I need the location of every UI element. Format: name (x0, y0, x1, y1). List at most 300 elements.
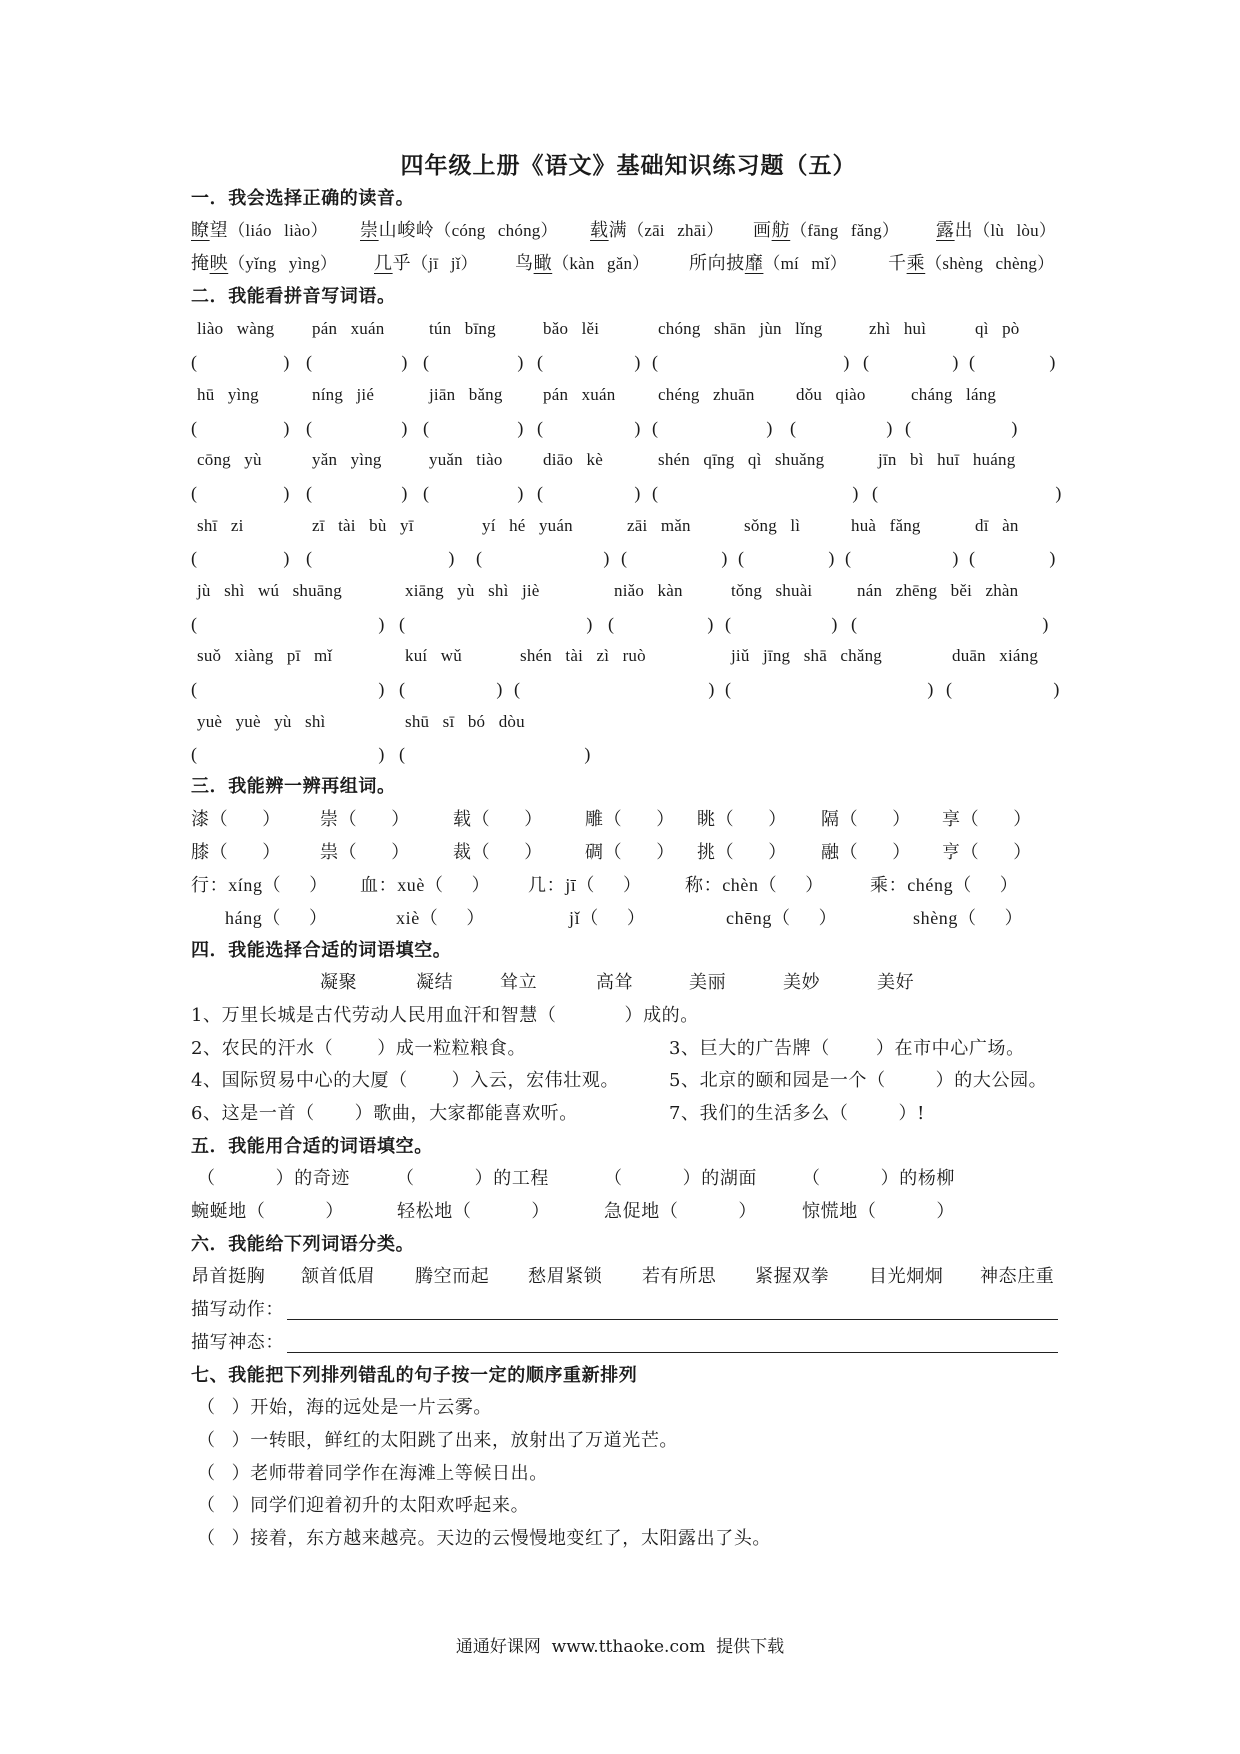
answer-blank (734, 848, 768, 858)
pronunciation-item (191, 248, 337, 281)
blank-open-paren: （ (715, 841, 735, 863)
blank-close-paren: ） (880, 1168, 900, 1190)
answer-blank (216, 1174, 276, 1184)
classification-word: 神态庄重 (980, 1266, 1055, 1288)
answer-blank (315, 1109, 355, 1119)
word-building-item (320, 837, 410, 870)
answer-blank (969, 346, 1056, 379)
blank-open-paren: ( (845, 548, 852, 569)
blank-open-paren: （ (197, 1168, 216, 1190)
answer-blank (791, 914, 819, 924)
word-building-item (320, 804, 410, 837)
answer-blank (191, 608, 385, 641)
sentence-row (191, 1098, 1066, 1131)
word-building-item (942, 837, 1032, 870)
pinyin-prompt: pán xuán (312, 319, 385, 339)
blank-close-paren: ） (524, 841, 543, 863)
sentence-start: 2、农民的汗水 (191, 1037, 315, 1059)
answer-blank (652, 346, 850, 379)
answer-blank (851, 608, 1049, 641)
blank-open-paren: ( (191, 679, 198, 700)
sentence-text: 同学们迎着初升的太阳欢呼起来。 (250, 1495, 530, 1517)
word-group (423, 444, 524, 509)
answer-blank (905, 412, 1018, 445)
word-building-item (726, 902, 837, 936)
phrase-text: 蜿蜒地 (191, 1201, 247, 1223)
section-6-heading: 六．我能给下列词语分类。 (191, 1233, 415, 1255)
character-label: 崇 (320, 808, 339, 830)
blank-close-paren: ) (952, 548, 959, 569)
section-5-heading: 五．我能用合适的词语填空。 (191, 1135, 433, 1157)
character-label: 几：jī (528, 875, 577, 896)
ordering-item (197, 1458, 548, 1491)
blank-close-paren: ） (818, 907, 838, 929)
classification-word: 昂首挺胸 (191, 1266, 266, 1288)
blank-close-paren: ） (805, 875, 824, 897)
fill-in-sentence (669, 1065, 1047, 1098)
pinyin-prompt: cháng láng (911, 384, 997, 404)
character-label: 血：xuè (360, 875, 425, 896)
blank-open-paren: ( (608, 613, 615, 634)
phrase-item (191, 1196, 344, 1229)
answer-blank (845, 542, 959, 575)
blank-open-paren: ( (652, 417, 659, 438)
word-prefix: 所向披 (689, 253, 745, 275)
answer-blank (972, 881, 1000, 891)
answer-blank (556, 1011, 624, 1021)
action-category-row (191, 1294, 1066, 1327)
pinyin-row (191, 379, 1066, 444)
pronunciation-row (191, 248, 1066, 281)
word-building-item (396, 902, 485, 936)
pronunciation-item (515, 248, 649, 281)
blank-close-paren: ) (517, 352, 524, 373)
answer-blank (423, 412, 524, 445)
answer-blank (863, 346, 959, 379)
blank-close-paren: ） (391, 841, 410, 863)
word-bank-option: 美丽 (689, 972, 727, 994)
pinyin-options: （zāi zhāi） (627, 221, 724, 241)
pinyin-prompt: nán zhēng běi zhàn (857, 581, 1019, 600)
sentence-start: 5、北京的颐和园是一个 (669, 1070, 868, 1092)
sentence-start: 3、巨大的广告牌 (669, 1037, 812, 1059)
sentence-end: ! (917, 1103, 925, 1125)
category-label-action: 描写动作： (191, 1299, 284, 1321)
sentence-row (191, 1033, 1066, 1066)
blank-close-paren: ) (634, 482, 641, 503)
target-character: 乘 (906, 253, 926, 275)
word-building-item (191, 837, 281, 870)
blank-open-paren: ( (306, 352, 313, 373)
word-group (790, 379, 893, 444)
blank-open-paren: （ (839, 808, 859, 830)
blank-open-paren: ( (905, 417, 912, 438)
blank-close-paren: ) (283, 417, 290, 438)
word-suffix: 山峻岭 (378, 220, 435, 242)
word-suffix: 出 (954, 220, 974, 242)
word-bank-option: 美好 (877, 972, 915, 994)
blank-close-paren: ) (886, 417, 893, 438)
word-group (652, 379, 773, 444)
answer-blank (725, 608, 838, 641)
blank-close-paren: ） (936, 1201, 956, 1223)
pronunciation-item (191, 215, 328, 248)
blank-open-paren: （ (338, 808, 358, 830)
word-building-row (191, 804, 1066, 837)
blank-open-paren: （ (960, 808, 980, 830)
phrase-text: 惊慌地 (802, 1201, 858, 1223)
answer-blank (537, 477, 641, 510)
ordering-sentence (191, 1392, 1066, 1425)
pinyin-options: （fāng fǎng） (790, 221, 900, 241)
section-3-heading: 三．我能辨一辨再组词。 (191, 776, 396, 798)
answer-blank (490, 815, 524, 825)
fill-in-sentence (191, 1033, 526, 1066)
pinyin-prompt: suǒ xiàng pī mǐ (197, 646, 333, 666)
blank-open-paren: （ (197, 1495, 216, 1517)
pinyin-options: （jī jǐ） (411, 254, 478, 274)
ordering-item (197, 1523, 771, 1556)
character-label: 眺 (697, 808, 716, 830)
blank-close-paren: ） (391, 808, 410, 830)
phrase-item (197, 1163, 350, 1196)
answer-blank (595, 881, 623, 891)
blank-close-paren: ） (892, 808, 911, 830)
answer-blank (265, 1207, 325, 1217)
classification-word: 若有所思 (642, 1266, 717, 1288)
pinyin-prompt: bǎo lěi (543, 319, 600, 339)
sentence-end: 的大公园。 (954, 1070, 1048, 1092)
ordering-sentence (191, 1490, 1066, 1523)
character-label: chēng (726, 907, 772, 928)
pinyin-prompt: yǎn yìng (312, 450, 382, 470)
blank-open-paren: （ (758, 875, 778, 897)
blank-close-paren: ) (517, 482, 524, 503)
pinyin-prompt: cōng yù (197, 450, 262, 470)
answer-blank (514, 673, 715, 706)
word-bank-option: 凝结 (416, 972, 454, 994)
blank-close-paren: ） (892, 841, 911, 863)
blank-open-paren: ( (969, 352, 976, 373)
sentence-row (191, 1065, 1066, 1098)
blank-open-paren: （ (452, 1201, 472, 1223)
word-building-item (191, 869, 328, 903)
pinyin-prompt: sǒng lì (744, 515, 801, 535)
blank-open-paren: （ (576, 875, 596, 897)
answer-blank (790, 412, 893, 445)
sentence-end: 歌曲，大家都能喜欢听。 (373, 1103, 578, 1125)
answer-blank (423, 477, 524, 510)
pinyin-prompt: zāi mǎn (627, 515, 691, 535)
blank-open-paren: ( (191, 548, 198, 569)
character-label: háng (225, 907, 263, 928)
character-label: 乘：chéng (870, 875, 954, 896)
answer-blank (734, 815, 768, 825)
pronunciation-item (753, 215, 899, 248)
answer-blank (357, 848, 391, 858)
ordering-sentence (191, 1523, 1066, 1556)
answer-blank (623, 1174, 683, 1184)
sentence-ordering-list (191, 1392, 1066, 1555)
word-building-item (870, 869, 1018, 903)
pinyin-options: （lù lòu） (973, 221, 1057, 241)
answer-blank (216, 1501, 232, 1511)
blank-close-paren: ） (474, 1168, 494, 1190)
worksheet-title: 四年级上册《语文》基础知识练习题（五） (400, 152, 857, 179)
word-building-item (697, 837, 787, 870)
word-prefix: 掩 (191, 253, 210, 275)
blank-close-paren: ) (1053, 679, 1060, 700)
blank-close-paren: ） (309, 907, 328, 929)
blank-open-paren: ( (306, 548, 313, 569)
answer-blank (333, 1044, 377, 1054)
blank-open-paren: （ (659, 1201, 679, 1223)
blank-close-paren: ） (309, 875, 328, 897)
answer-blank (415, 1174, 475, 1184)
word-building-item (821, 804, 911, 837)
target-character: 载 (590, 220, 609, 242)
character-label: 称：chèn (685, 875, 759, 896)
answer-blank (777, 881, 805, 891)
blank-open-paren: （ (396, 1168, 415, 1190)
blank-open-paren: ( (652, 482, 659, 503)
answer-blank (886, 1076, 936, 1086)
section-2-heading: 二．我能看拼音写词语。 (191, 285, 396, 307)
blank-open-paren: ( (790, 417, 797, 438)
word-group (191, 640, 385, 705)
blank-open-paren: （ (209, 808, 229, 830)
word-building-row (191, 837, 1066, 870)
ordering-item (197, 1392, 492, 1425)
blank-close-paren: ） (231, 1527, 251, 1549)
blank-open-paren: （ (389, 1070, 408, 1092)
fill-in-sentence (191, 1065, 619, 1098)
blank-close-paren: ) (283, 482, 290, 503)
blank-open-paren: ( (946, 679, 953, 700)
word-building-item (697, 804, 787, 837)
blank-close-paren: ） (623, 875, 642, 897)
blank-close-paren: ) (1055, 482, 1062, 503)
blank-close-paren: ） (656, 808, 675, 830)
phrase-item (604, 1163, 757, 1196)
blank-open-paren: ( (191, 352, 198, 373)
blank-open-paren: （ (580, 907, 599, 929)
pinyin-options: （mí mǐ） (763, 254, 847, 274)
pinyin-prompt: dǒu qiào (796, 384, 866, 404)
blank-close-paren: ) (378, 679, 385, 700)
blank-close-paren: ） (999, 875, 1019, 897)
word-group (905, 379, 1018, 444)
blank-open-paren: （ (419, 907, 439, 929)
word-prefix: 画 (753, 220, 772, 242)
target-character: 舫 (771, 220, 791, 242)
word-group (969, 510, 1056, 575)
target-character: 几 (374, 253, 393, 275)
word-suffix: 乎 (392, 253, 412, 275)
answer-blank (599, 914, 627, 924)
word-group (399, 706, 591, 771)
answer-blank (622, 848, 656, 858)
blank-open-paren: ( (725, 679, 732, 700)
word-building-item (453, 837, 543, 870)
blank-close-paren: ) (283, 352, 290, 373)
blank-open-paren: （ (603, 808, 623, 830)
pinyin-prompt: shén tài zì ruò (520, 646, 646, 666)
pinyin-prompt: diāo kè (543, 450, 603, 470)
ordering-item (197, 1490, 529, 1523)
word-group (608, 575, 714, 640)
word-suffix: 满 (608, 220, 628, 242)
word-prefix: 鸟 (515, 253, 534, 275)
sentence-start: 6、这是一首 (191, 1103, 297, 1125)
pronunciation-item (689, 248, 847, 281)
blank-open-paren: ( (652, 352, 659, 373)
word-bank-option: 美妙 (783, 972, 821, 994)
pinyin-prompt: tún bīng (429, 319, 496, 339)
word-building-item (453, 804, 543, 837)
pinyin-options: （liáo liào） (228, 221, 328, 241)
answer-blank (216, 1534, 232, 1544)
blank-open-paren: ( (191, 744, 198, 765)
blank-close-paren: ) (952, 352, 959, 373)
blank-open-paren: ( (399, 679, 406, 700)
pronunciation-item (590, 215, 724, 248)
sentence-end: 成一粒粒粮食。 (395, 1037, 527, 1059)
pinyin-prompt: shén qīng qì shuǎng (658, 450, 825, 470)
worksheet-content (191, 150, 1066, 1556)
blank-close-paren: ） (471, 875, 491, 897)
blank-open-paren: （ (197, 1429, 216, 1451)
phrase-row (191, 1163, 1066, 1196)
fill-in-sentences (191, 1000, 1066, 1131)
answer-blank (471, 1207, 531, 1217)
blank-close-paren: ） (531, 1201, 551, 1223)
character-label: 裁 (453, 841, 472, 863)
blank-open-paren: ( (725, 613, 732, 634)
phrase-text: 的湖面 (701, 1168, 758, 1190)
answer-blank (399, 738, 591, 771)
answer-blank (821, 1174, 881, 1184)
blank-close-paren: ) (584, 744, 591, 765)
character-label: shèng (913, 907, 958, 928)
blank-open-paren: （ (802, 1168, 821, 1190)
word-building-item (528, 869, 642, 903)
pinyin-prompt: jiǔ jīng shā chǎng (731, 646, 882, 666)
character-label: 融 (821, 841, 840, 863)
blank-open-paren: （ (197, 1397, 216, 1419)
answer-blank (652, 412, 773, 445)
blank-close-paren: ） (354, 1103, 374, 1125)
answer-line (287, 1352, 1058, 1353)
blank-close-paren: ) (603, 548, 610, 569)
phrase-text: 急促地 (604, 1201, 660, 1223)
phrase-item (397, 1196, 550, 1229)
answer-blank (357, 815, 391, 825)
blank-open-paren: （ (960, 841, 980, 863)
word-bank-option: 高耸 (596, 972, 634, 994)
blank-open-paren: ( (423, 417, 430, 438)
answer-blank (678, 1207, 738, 1217)
word-group (476, 510, 610, 575)
word-group (514, 640, 715, 705)
pinyin-options: （cóng chóng） (434, 221, 558, 241)
word-group (306, 510, 455, 575)
word-group (423, 379, 524, 444)
answer-blank (306, 346, 408, 379)
answer-blank (191, 738, 385, 771)
section-7-heading: 七、我能把下列排列错乱的句子按一定的顺序重新排列 (191, 1364, 638, 1386)
blank-close-paren: ) (1042, 613, 1049, 634)
word-group (191, 510, 290, 575)
blank-close-paren: ) (828, 548, 835, 569)
classification-word: 腾空而起 (415, 1266, 490, 1288)
answer-blank (608, 608, 714, 641)
blank-open-paren: （ (867, 1070, 886, 1092)
blank-open-paren: ( (738, 548, 745, 569)
word-bank-option: 耸立 (500, 972, 538, 994)
sentence-text: 一转眼，鲜红的太阳跳了出来，放射出了万道光芒。 (250, 1429, 679, 1451)
blank-close-paren: ) (517, 417, 524, 438)
pinyin-prompt: zī tài bù yī (312, 515, 414, 535)
phrase-item (396, 1163, 549, 1196)
answer-blank (408, 1076, 452, 1086)
fill-in-sentence (191, 1000, 699, 1033)
blank-close-paren: ) (586, 613, 593, 634)
word-group (969, 313, 1056, 378)
answer-blank (191, 542, 290, 575)
word-building-item (585, 837, 675, 870)
blank-open-paren: ( (621, 548, 628, 569)
blank-close-paren: ） (466, 907, 486, 929)
word-group (851, 575, 1049, 640)
answer-blank (621, 542, 728, 575)
blank-open-paren: ( (399, 613, 406, 634)
blank-close-paren: ） (624, 1004, 644, 1026)
word-building-item (360, 869, 490, 903)
word-group (191, 444, 290, 509)
pinyin-prompt: shī zi (197, 515, 244, 535)
blank-close-paren: ) (496, 679, 503, 700)
blank-open-paren: （ (537, 1004, 557, 1026)
answer-blank (537, 346, 641, 379)
pinyin-prompt: yí hé yuán (482, 515, 573, 535)
blank-open-paren: （ (262, 875, 282, 897)
pinyin-prompt: pán xuán (543, 384, 616, 404)
answer-blank (872, 477, 1062, 510)
pinyin-options: （yǐng yìng） (228, 254, 338, 274)
character-label: 行：xíng (191, 875, 263, 896)
character-label: 载 (453, 808, 472, 830)
word-building-item (685, 869, 824, 903)
answer-blank (191, 412, 290, 445)
answer-blank (979, 848, 1013, 858)
word-group (863, 313, 959, 378)
blank-close-paren: ） (875, 1037, 895, 1059)
blank-open-paren: ( (514, 679, 521, 700)
blank-open-paren: ( (969, 548, 976, 569)
phrase-item (604, 1196, 757, 1229)
word-building-item (191, 804, 281, 837)
answer-blank (725, 673, 934, 706)
pinyin-prompt: chóng shān jùn lǐng (658, 319, 823, 339)
character-label: 漆 (191, 808, 210, 830)
answer-blank (738, 542, 835, 575)
pinyin-prompt: hū yìng (197, 384, 259, 404)
character-label: 祟 (320, 841, 339, 863)
word-group (191, 313, 290, 378)
answer-blank (399, 673, 503, 706)
blank-close-paren: ） (524, 808, 543, 830)
